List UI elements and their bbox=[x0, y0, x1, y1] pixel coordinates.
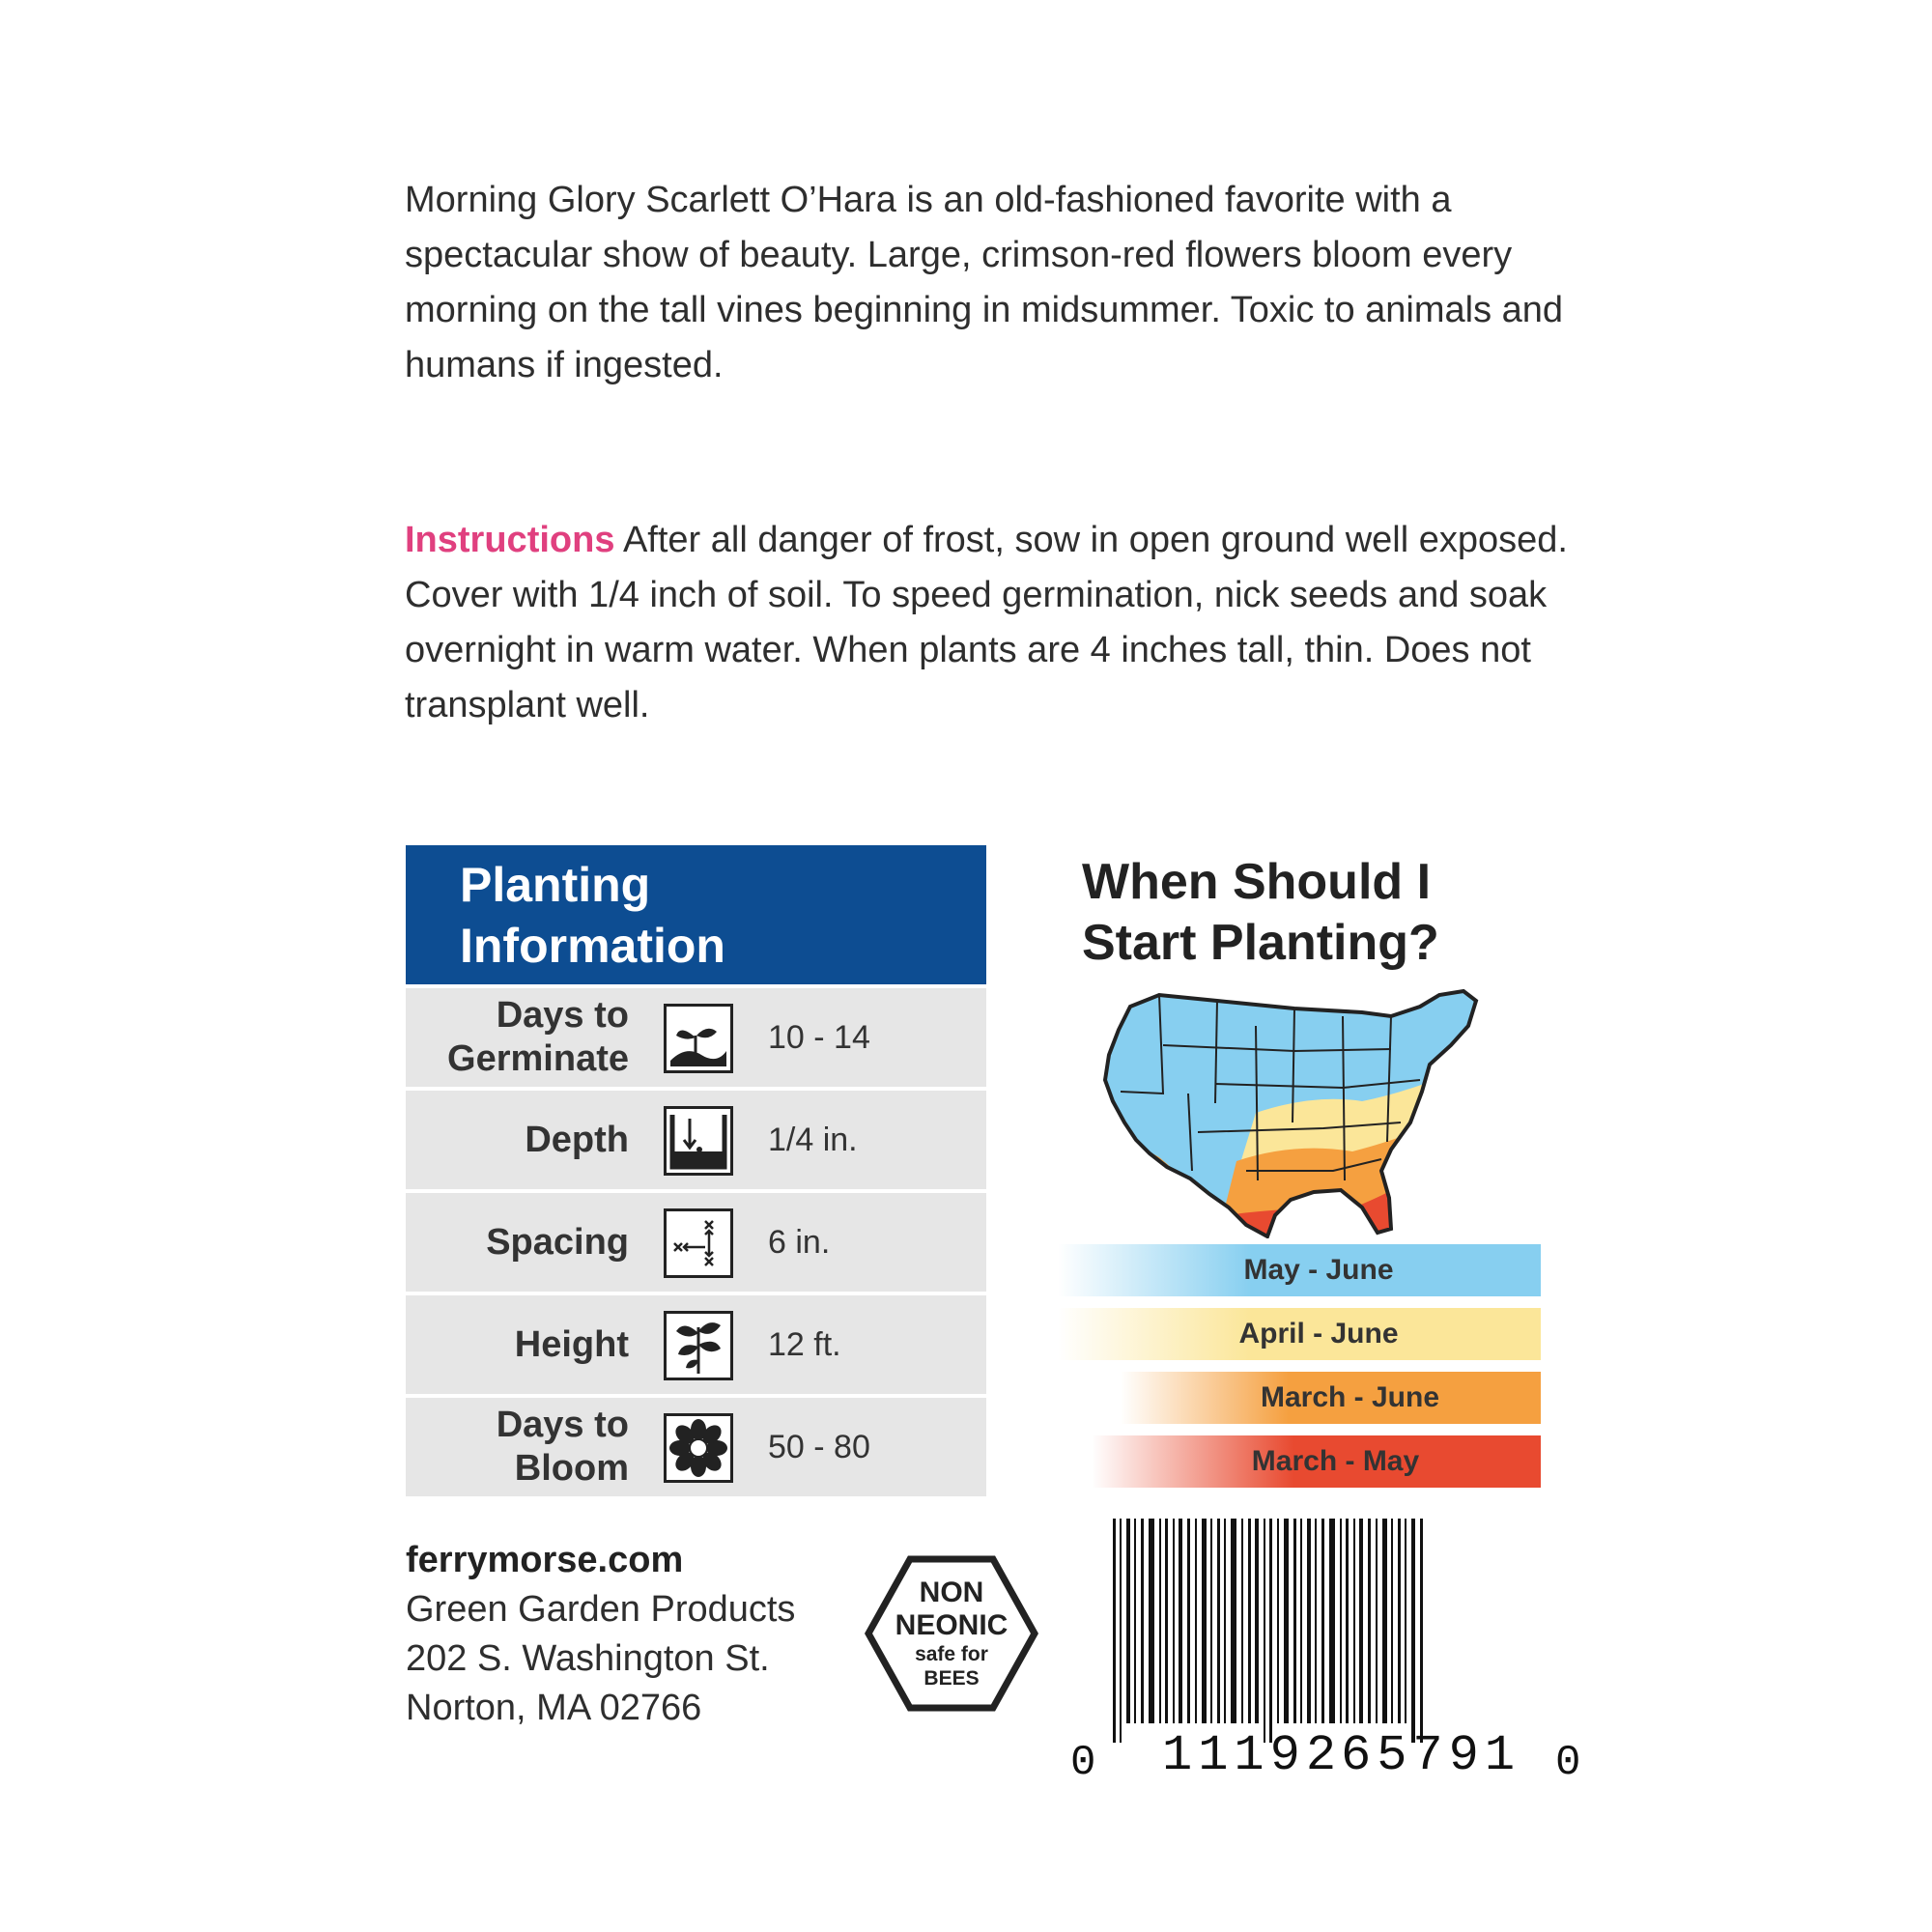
company-info bbox=[406, 1536, 860, 1733]
instructions-label: Instructions bbox=[405, 520, 615, 560]
planting-info-header bbox=[406, 845, 986, 984]
row-label: Depth bbox=[525, 1119, 629, 1160]
planting-row-depth bbox=[406, 1091, 986, 1189]
row-value: 1/4 in. bbox=[768, 1121, 858, 1158]
sprout-icon bbox=[664, 1004, 733, 1073]
planting-row-spacing bbox=[406, 1193, 986, 1292]
flower-icon bbox=[664, 1413, 733, 1483]
barcode-bar bbox=[1340, 1519, 1342, 1723]
row-label bbox=[407, 1398, 629, 1496]
us-planting-zone-map bbox=[1101, 987, 1536, 1238]
barcode-bar bbox=[1241, 1519, 1243, 1723]
row-value: 50 - 80 bbox=[768, 1428, 870, 1465]
when-title-line2: Start Planting? bbox=[1082, 915, 1439, 971]
zone-band-may-june bbox=[1058, 1244, 1541, 1296]
badge-line1: NON bbox=[919, 1577, 984, 1608]
planting-row-bloom bbox=[406, 1398, 986, 1496]
barcode-bar bbox=[1159, 1519, 1161, 1723]
row-value: 6 in. bbox=[768, 1223, 831, 1261]
barcode-bar bbox=[1420, 1519, 1423, 1743]
band-label: April - June bbox=[1238, 1318, 1399, 1350]
barcode-bar bbox=[1210, 1519, 1212, 1723]
company-name: Green Garden Products bbox=[406, 1589, 796, 1630]
barcode-bar bbox=[1293, 1519, 1296, 1723]
barcode-bar bbox=[1202, 1519, 1207, 1723]
planting-row-height bbox=[406, 1295, 986, 1394]
band-label: March - May bbox=[1251, 1445, 1420, 1477]
zone-band-april-june bbox=[1058, 1308, 1541, 1360]
barcode-bar bbox=[1359, 1519, 1363, 1723]
barcode-bar bbox=[1134, 1519, 1136, 1723]
planting-info-title-line2: Information bbox=[460, 919, 725, 973]
barcode-bar bbox=[1120, 1519, 1122, 1743]
row-value: 12 ft. bbox=[768, 1325, 841, 1363]
barcode-bar bbox=[1173, 1519, 1175, 1723]
barcode-bar bbox=[1264, 1519, 1265, 1743]
zone-band-march-june bbox=[1121, 1372, 1541, 1424]
barcode-group1: 11192 bbox=[1162, 1727, 1343, 1784]
row-label: Height bbox=[514, 1323, 629, 1365]
badge-line3: safe for bbox=[915, 1643, 988, 1665]
barcode-bar bbox=[1315, 1519, 1317, 1723]
row-label-line2: Bloom bbox=[514, 1448, 629, 1489]
barcode-bar bbox=[1368, 1519, 1371, 1723]
barcode-bar bbox=[1353, 1519, 1355, 1723]
row-label-line1: Days to bbox=[496, 1405, 629, 1445]
barcode-bar bbox=[1277, 1519, 1279, 1723]
spacing-icon bbox=[664, 1208, 733, 1278]
product-description: Morning Glory Scarlett O’Hara is an old-fashioned favorite with a spectacular show of beauty. Large, crimson-red flowers bloom every morning on the tall vines beginning in midsummer. Toxic to animals and humans if ingested. bbox=[405, 180, 1564, 385]
barcode-bar bbox=[1300, 1519, 1302, 1723]
barcode-bar bbox=[1382, 1519, 1387, 1723]
barcode-bar bbox=[1284, 1519, 1289, 1723]
barcode-bar bbox=[1217, 1519, 1220, 1723]
barcode-bar bbox=[1398, 1519, 1401, 1723]
badge-line4: BEES bbox=[923, 1667, 980, 1690]
badge-line2: NEONIC bbox=[895, 1609, 1009, 1641]
row-label-line1: Days to bbox=[496, 995, 629, 1036]
address-line1: 202 S. Washington St. bbox=[406, 1638, 770, 1679]
barcode-group2: 65791 bbox=[1341, 1727, 1521, 1784]
website-link[interactable]: ferrymorse.com bbox=[406, 1540, 684, 1580]
barcode-bar bbox=[1126, 1519, 1130, 1723]
row-label: Spacing bbox=[486, 1221, 629, 1263]
band-label: March - June bbox=[1260, 1381, 1440, 1413]
zone-band-march-may bbox=[1092, 1435, 1541, 1488]
barcode-left-digit: 0 bbox=[1070, 1739, 1096, 1787]
plant-height-icon bbox=[664, 1311, 733, 1380]
row-label-line2: Germinate bbox=[447, 1038, 629, 1079]
barcode-bar bbox=[1329, 1519, 1335, 1723]
barcode-bar bbox=[1231, 1519, 1236, 1723]
barcode-bar bbox=[1307, 1519, 1311, 1723]
barcode-bars bbox=[1109, 1519, 1539, 1743]
barcode-bar bbox=[1405, 1519, 1406, 1723]
barcode-bar bbox=[1411, 1519, 1415, 1743]
barcode-bar bbox=[1165, 1519, 1168, 1723]
upc-barcode bbox=[1109, 1519, 1539, 1743]
when-title-line1: When Should I bbox=[1082, 854, 1432, 910]
band-label: May - June bbox=[1243, 1254, 1394, 1286]
barcode-bar bbox=[1149, 1519, 1154, 1723]
instructions-text: After all danger of frost, sow in open ground well exposed. Cover with 1/4 inch of soil. To speed germination, nick seeds and soak overnight in warm water. When plants are 4 inches tall, thin. Does not transplant well. bbox=[405, 520, 1568, 725]
planting-info-table bbox=[406, 845, 986, 1496]
planting-row-germinate bbox=[406, 988, 986, 1087]
barcode-bar bbox=[1321, 1519, 1324, 1723]
depth-icon bbox=[664, 1106, 733, 1176]
row-label bbox=[407, 988, 629, 1087]
barcode-bar bbox=[1391, 1519, 1393, 1723]
barcode-bar bbox=[1255, 1519, 1259, 1723]
barcode-bar bbox=[1376, 1519, 1378, 1723]
when-to-plant-title bbox=[1082, 852, 1526, 974]
row-value: 10 - 14 bbox=[768, 1018, 870, 1056]
instructions-paragraph bbox=[405, 513, 1593, 733]
barcode-bar bbox=[1113, 1519, 1116, 1743]
barcode-bar bbox=[1346, 1519, 1349, 1723]
non-neonic-badge bbox=[865, 1555, 1038, 1712]
barcode-bar bbox=[1141, 1519, 1144, 1723]
planting-info-title-line1: Planting bbox=[460, 858, 651, 912]
barcode-bar bbox=[1187, 1519, 1190, 1723]
barcode-bar bbox=[1248, 1519, 1251, 1723]
barcode-bar bbox=[1269, 1519, 1272, 1743]
barcode-right-digit: 0 bbox=[1555, 1739, 1581, 1787]
address-line2: Norton, MA 02766 bbox=[406, 1688, 702, 1728]
barcode-bar bbox=[1179, 1519, 1182, 1723]
barcode-bar bbox=[1195, 1519, 1197, 1723]
barcode-bar bbox=[1224, 1519, 1226, 1723]
